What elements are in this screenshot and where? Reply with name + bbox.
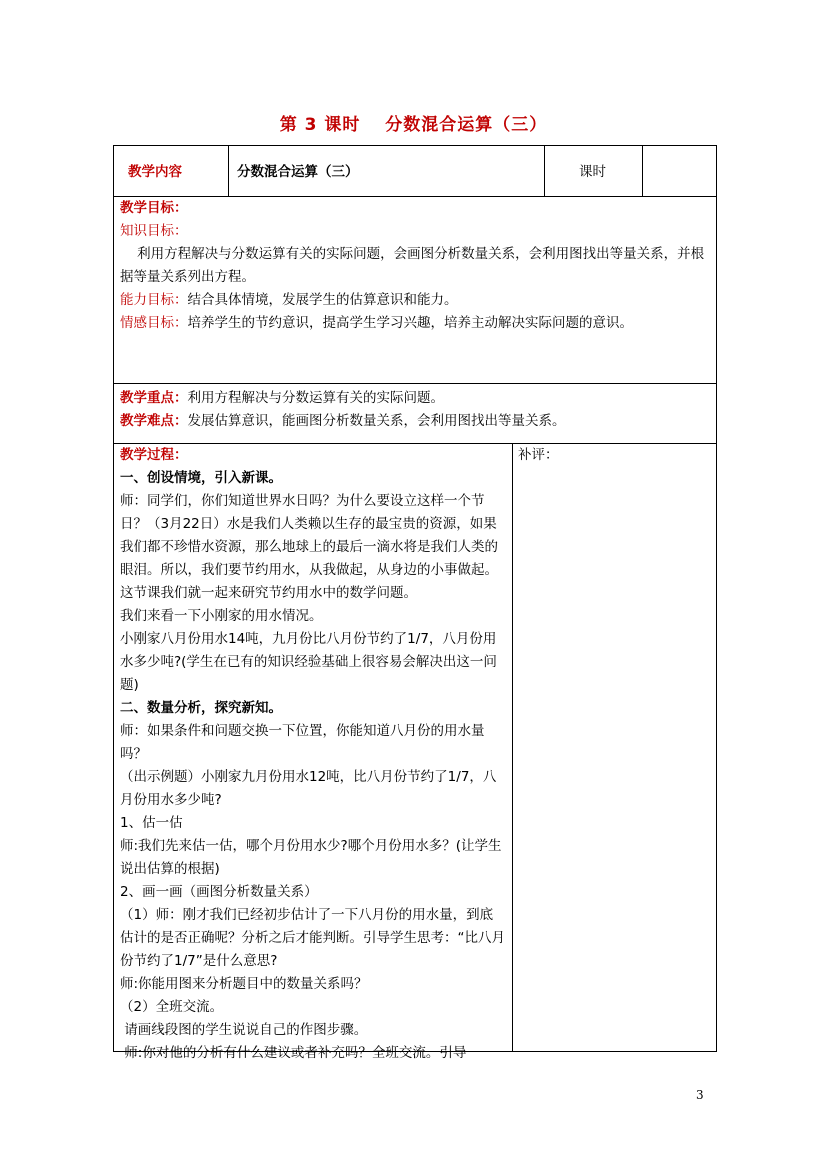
key-points-section <box>114 383 716 444</box>
header-row <box>114 146 716 197</box>
page-number: 3 <box>696 1088 704 1102</box>
focus-text: 利用方程解决与分数运算有关的实际问题。 <box>187 390 444 406</box>
paragraph: 师：同学们，你们知道世界水日吗？为什么要设立这样一个节日？（3月22日）水是我们人类赖以生存的最宝贵的资源，如果我们都不珍惜水资源，那么地球上的最后一滴水将是我们人类的眼泪。所以，我们要节约用水，从我做起，从身边的小事做起。这节课我们就一起来研究节约用水中的数学问题。 <box>120 493 498 601</box>
goals-heading: 教学目标： <box>120 200 188 216</box>
ability-label: 能力目标： <box>120 292 188 308</box>
lesson-plan-table <box>113 145 717 1061</box>
comment-label: 补评： <box>518 447 559 463</box>
focus-label: 教学重点： <box>120 390 188 406</box>
content-value: 分数混合运算（三） <box>237 164 359 180</box>
process-section <box>114 443 716 1061</box>
period-label: 课时 <box>579 164 606 180</box>
period-value-cell <box>643 146 716 196</box>
paragraph: 师:你能用图来分析题目中的数量关系吗？ <box>120 976 368 992</box>
difficulty-text: 发展估算意识，能画图分析数量关系，会利用图找出等量关系。 <box>187 413 566 429</box>
section1-title: 一、创设情境，引入新课。 <box>120 470 282 486</box>
paragraph: 师：如果条件和问题交换一下位置，你能知道八月份的用水量吗？ <box>120 723 485 762</box>
section2-title: 二、数量分析，探究新知。 <box>120 700 282 716</box>
content-value-cell <box>229 146 545 196</box>
page-title: 第 3 课时 分数混合运算（三） <box>279 115 548 135</box>
difficulty-label: 教学难点： <box>120 413 188 429</box>
paragraph: 小刚家八月份用水14吨，九月份比八月份节约了1/7，八月份用水多少吨?(学生在已有的知识经验基础上很容易会解决出这一问题) <box>120 631 497 693</box>
paragraph: 师:我们先来估一估，哪个月份用水少?哪个月份用水多？(让学生说出估算的根据) <box>120 838 502 877</box>
ability-text: 结合具体情境，发展学生的估算意识和能力。 <box>187 292 458 308</box>
paragraph: 请画线段图的学生说说自己的作图步骤。 <box>120 1022 368 1038</box>
comment-column <box>512 443 716 1051</box>
process-column <box>114 443 513 1061</box>
content-label-cell <box>114 146 229 196</box>
paragraph: （1）师：刚才我们已经初步估计了一下八月份的用水量，到底估计的是否正确呢？分析之后才能判断。引导学生思考：“比八月份节约了1/7”是什么意思? <box>120 907 505 969</box>
paragraph: 2、画一画（画图分析数量关系） <box>120 884 318 900</box>
goals-section <box>114 196 716 384</box>
paragraph: （2）全班交流。 <box>120 999 224 1015</box>
paragraph: 师:你对他的分析有什么建议或者补充吗？全班交流。引导 <box>120 1045 467 1061</box>
knowledge-label: 知识目标： <box>120 223 188 239</box>
knowledge-text: 利用方程解决与分数运算有关的实际问题，会画图分析数量关系，会利用图找出等量关系，并根据等量关系列出方程。 <box>120 246 705 285</box>
period-label-cell <box>545 146 643 196</box>
emotion-text: 培养学生的节约意识，提高学生学习兴趣，培养主动解决实际问题的意识。 <box>187 315 633 331</box>
emotion-label: 情感目标： <box>120 315 188 331</box>
paragraph: 1、估一估 <box>120 815 183 831</box>
paragraph: 我们来看一下小刚家的用水情况。 <box>120 608 323 624</box>
paragraph: （出示例题）小刚家九月份用水12吨，比八月份节约了1/7，八月份用水多少吨? <box>120 769 497 808</box>
process-heading: 教学过程： <box>120 447 188 463</box>
content-label: 教学内容 <box>128 164 182 180</box>
